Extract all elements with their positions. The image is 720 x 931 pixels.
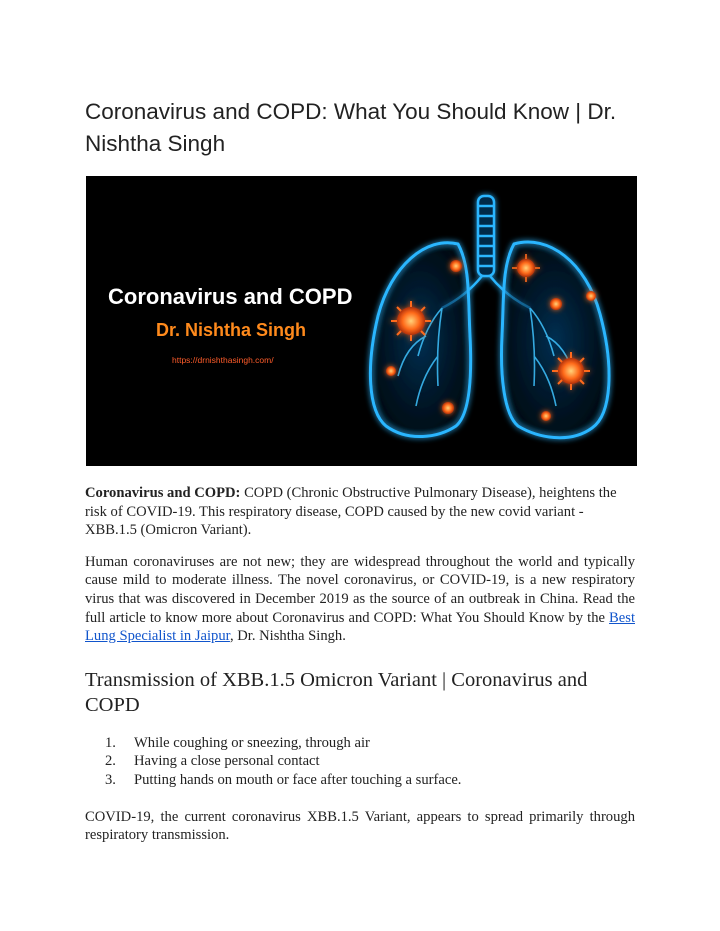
list-item-text: Having a close personal contact xyxy=(134,753,320,770)
intro-paragraph xyxy=(85,484,635,540)
list-item-number: 2. xyxy=(105,753,116,770)
list-item xyxy=(85,752,635,771)
transmission-list xyxy=(85,734,635,790)
article-body xyxy=(85,484,635,858)
hero-image xyxy=(86,176,637,466)
page-title: Coronavirus and COPD: What You Should Know | Dr. Nishtha Singh xyxy=(85,99,617,156)
intro-text: COPD (Chronic Obstructive Pulmonary Disease), heightens the risk of COVID-19. This respiratory disease, COPD caused by the new covid variant - XBB.1.5 (Omicron Variant). xyxy=(85,485,617,539)
overview-text: Human coronaviruses are not new; they are widespread throughout the world and typically cause mild to moderate illness. The novel coronavirus, or COVID-19, is a new respiratory virus that was discovered in December 2019 as the source of an outbreak in China. Read the full article to know more about Coronavirus and COPD: What You Should Know by the xyxy=(85,553,635,626)
lung-specialist-link[interactable]: Best Lung Specialist in Jaipur xyxy=(85,609,635,645)
lungs-illustration xyxy=(86,176,637,466)
hero-heading: Coronavirus and COPD xyxy=(108,284,353,309)
overview-text-end: , Dr. Nishtha Singh. xyxy=(229,628,346,645)
hero-subheading: Dr. Nishtha Singh xyxy=(156,320,307,340)
intro-lead: Coronavirus and COPD: xyxy=(85,485,241,501)
section-heading: Transmission of XBB.1.5 Omicron Variant | Coronavirus and COPD xyxy=(85,668,588,716)
hero-url: https://drnishthasingh.com/ xyxy=(172,355,274,365)
list-item xyxy=(85,734,635,753)
list-item xyxy=(85,771,635,790)
list-item-text: While coughing or sneezing, through air xyxy=(134,734,370,751)
overview-paragraph xyxy=(85,553,635,646)
list-item-number: 1. xyxy=(105,734,116,751)
transmission-paragraph: COVID-19, the current coronavirus XBB.1.5 Variant, appears to spread primarily through respiratory transmission. xyxy=(85,808,635,844)
list-item-text: Putting hands on mouth or face after touching a surface. xyxy=(134,771,462,788)
list-item-number: 3. xyxy=(105,771,116,788)
